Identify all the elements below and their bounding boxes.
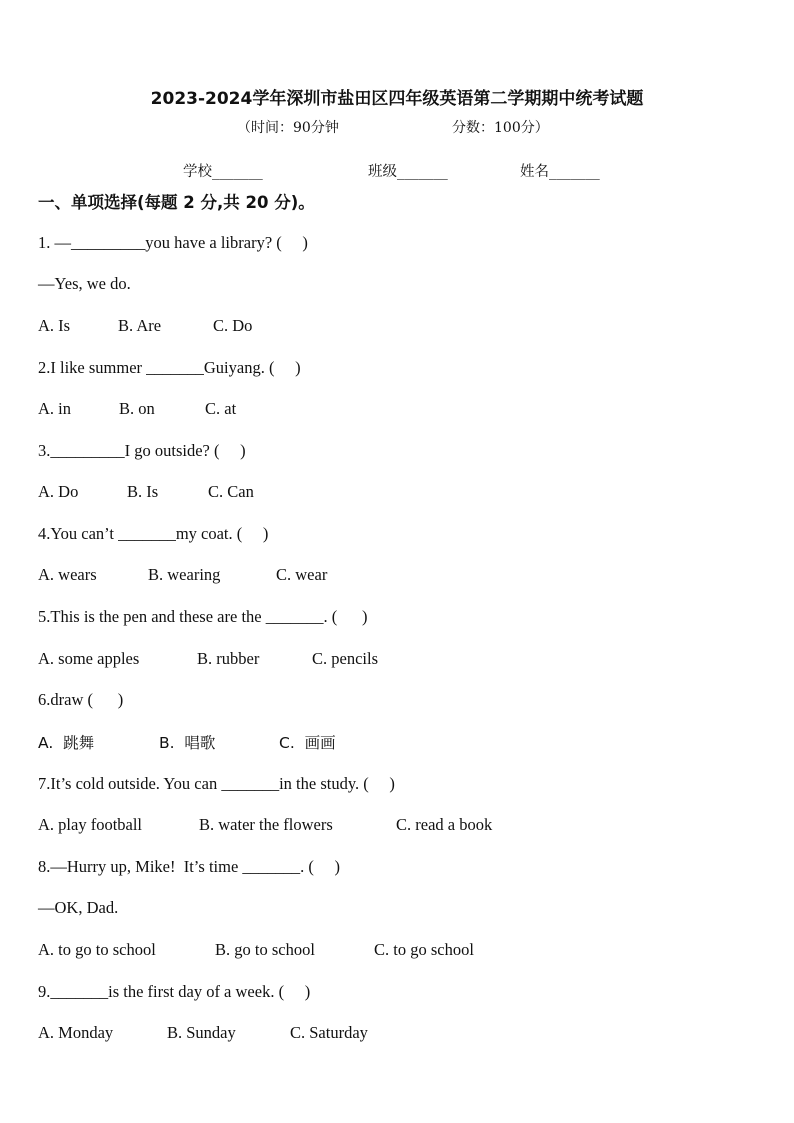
option-a: A. Do [38,482,79,501]
option-a: A. to go to school [38,940,156,959]
option-b: B. Is [127,482,159,501]
option-b: B. go to school [215,940,315,959]
student-info [0,160,794,182]
question-7: 7.It’s cold outside. You can _______in the study. ( ) [38,774,395,793]
option-a: A. 跳舞 [38,734,95,752]
option-c: C. to go school [374,940,474,959]
question-7-options [0,815,794,839]
option-b: B. on [119,399,155,418]
option-a: A. play football [38,815,143,834]
exam-subtitle [0,117,794,139]
question-2: 2.I like summer _______Guiyang. ( ) [38,358,301,377]
option-c: C. Do [213,316,253,335]
name-field: 姓名_______ [520,164,600,180]
option-c: C. at [205,399,237,418]
option-b: B. Sunday [167,1023,236,1042]
option-a: A. some apples [38,649,140,668]
question-6-options [0,731,794,755]
question-1-options [0,316,794,340]
option-b: B. water the flowers [199,815,333,834]
option-c: C. read a book [396,815,493,834]
option-c: C. wear [276,565,328,584]
question-5-options [0,649,794,673]
class-field: 班级_______ [368,164,448,180]
option-a: A. wears [38,565,97,584]
question-1-reply: —Yes, we do. [38,274,131,293]
option-b: B. rubber [197,649,260,668]
question-5: 5.This is the pen and these are the _______. ( ) [38,607,368,626]
question-8-options [0,940,794,964]
question-1: 1. —_________you have a library? ( ) [38,233,308,252]
question-4: 4.You can’t _______my coat. ( ) [38,524,269,543]
question-9: 9._______is the first day of a week. ( ) [38,982,311,1001]
option-a: A. Monday [38,1023,114,1042]
question-4-options [0,565,794,589]
option-b: B. 唱歌 [159,734,216,752]
question-3: 3._________I go outside? ( ) [38,441,246,460]
question-8-reply: —OK, Dad. [38,898,119,917]
exam-title: 2023-2024学年深圳市盐田区四年级英语第二学期期中统考试题 [150,89,644,109]
option-a: A. in [38,399,71,418]
option-c: C. 画画 [279,734,336,752]
exam-score: 分数：100分） [452,120,549,136]
question-2-options [0,399,794,423]
question-9-options [0,1023,794,1047]
option-c: C. Saturday [290,1023,368,1042]
exam-time: （时间：90分钟 [237,120,339,136]
option-b: B. wearing [148,565,221,584]
question-8: 8.—Hurry up, Mike! It’s time _______. ( ) [38,857,341,876]
option-c: C. pencils [312,649,378,668]
question-3-options [0,482,794,506]
question-6: 6.draw ( ) [38,690,124,709]
option-c: C. Can [208,482,254,501]
option-a: A. Is [38,316,71,335]
section-heading: 一、单项选择(每题 2 分,共 20 分)。 [38,193,315,212]
school-field: 学校_______ [183,164,263,180]
option-b: B. Are [118,316,162,335]
